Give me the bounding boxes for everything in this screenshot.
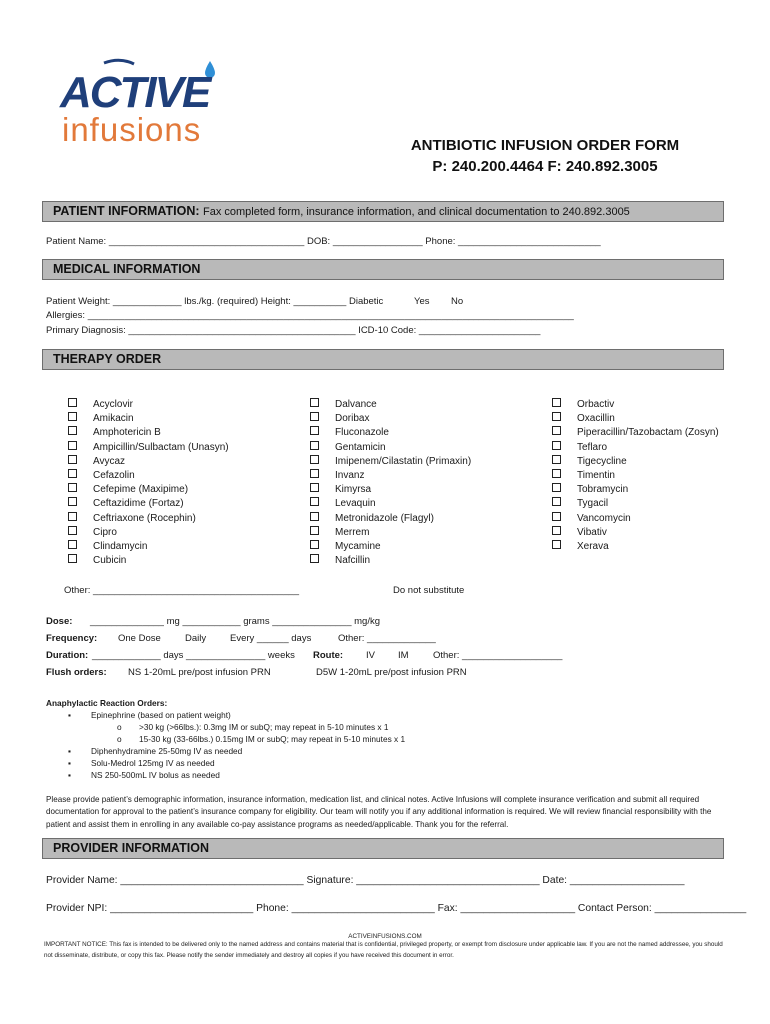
checkbox[interactable] bbox=[68, 512, 77, 521]
therapy-option[interactable] bbox=[552, 497, 719, 511]
checkbox[interactable] bbox=[552, 497, 561, 506]
frequency-label: Frequency: bbox=[46, 633, 98, 644]
diabetic-no-option[interactable]: No bbox=[451, 296, 464, 307]
drug-label: Nafcillin bbox=[335, 555, 371, 567]
therapy-option[interactable] bbox=[552, 483, 719, 497]
drug-label: Ampicillin/Sulbactam (Unasyn) bbox=[93, 441, 229, 453]
duration-line[interactable]: _____________ days _______________ weeks bbox=[92, 650, 295, 661]
checkbox[interactable] bbox=[310, 540, 319, 549]
drug-label: Oxacillin bbox=[577, 413, 615, 425]
therapy-order-header bbox=[42, 349, 724, 370]
therapy-column-2 bbox=[310, 398, 471, 568]
bullet: ▪ bbox=[68, 758, 71, 768]
checkbox[interactable] bbox=[552, 526, 561, 535]
allergies-line[interactable]: Allergies: ____________________________________________________________________________________________ bbox=[46, 310, 574, 321]
do-not-substitute-option[interactable]: Do not substitute bbox=[393, 585, 465, 596]
drug-label: Xerava bbox=[577, 540, 609, 552]
checkbox[interactable] bbox=[310, 426, 319, 435]
sub-bullet: o bbox=[117, 722, 122, 732]
dose-label: Dose: bbox=[46, 616, 73, 627]
therapy-option[interactable] bbox=[68, 398, 229, 412]
checkbox[interactable] bbox=[68, 526, 77, 535]
footer-disclaimer: IMPORTANT NOTICE: This fax is intended to be delivered only to the named address and contains material that is confidential, privileged property, or exempt from disclosure under applicable law. If you are not the named addressee, you should not disseminate, distribute, or copy this fax. Please notify the sender immediately and destroy all copies if you have received this document in error. bbox=[44, 941, 723, 959]
drug-label: Ceftriaxone (Rocephin) bbox=[93, 512, 196, 524]
therapy-option[interactable] bbox=[552, 412, 719, 426]
anaphylactic-heading: Anaphylactic Reaction Orders: bbox=[46, 698, 168, 708]
patient-info-note: Fax completed form, insurance information, and clinical documentation to 240.892.3005 bbox=[203, 206, 630, 218]
therapy-option[interactable] bbox=[68, 412, 229, 426]
checkbox[interactable] bbox=[68, 483, 77, 492]
sub-bullet: o bbox=[117, 734, 122, 744]
drug-label: Doribax bbox=[335, 413, 370, 425]
checkbox[interactable] bbox=[310, 412, 319, 421]
drug-label: Amphotericin B bbox=[93, 427, 161, 439]
patient-info-header bbox=[42, 201, 724, 222]
drug-label: Cefepime (Maxipime) bbox=[93, 484, 189, 496]
drug-label: Tobramycin bbox=[577, 484, 629, 496]
drug-label: Clindamycin bbox=[93, 540, 148, 552]
drug-label: Metronidazole (Flagyl) bbox=[335, 512, 434, 524]
therapy-option[interactable] bbox=[310, 455, 471, 469]
provider-line-1[interactable]: Provider Name: ________________________________ Signature: ________________________________ Date: ____________________ bbox=[46, 875, 685, 886]
drug-label: Gentamicin bbox=[335, 441, 386, 453]
therapy-option[interactable] bbox=[552, 512, 719, 526]
drug-label: Kimyrsa bbox=[335, 484, 372, 496]
bullet: ▪ bbox=[68, 770, 71, 780]
patient-fields-line[interactable]: Patient Name: _____________________________________ DOB: _________________ Phone: ___________________________ bbox=[46, 236, 601, 247]
logo-graphic bbox=[58, 55, 233, 150]
medical-info-header bbox=[42, 259, 724, 280]
checkbox[interactable] bbox=[68, 455, 77, 464]
therapy-option[interactable] bbox=[68, 512, 229, 526]
checkbox[interactable] bbox=[310, 497, 319, 506]
therapy-option[interactable] bbox=[310, 554, 471, 568]
anaphylactic-sub-item: >30 kg (>66lbs.): 0.3mg IM or subQ; may repeat in 5-10 minutes x 1 bbox=[139, 722, 389, 732]
flush-d5w-option[interactable]: D5W 1-20mL pre/post infusion PRN bbox=[316, 667, 467, 678]
anaphylactic-item-diphenhydramine: Diphenhydramine 25-50mg IV as needed bbox=[91, 746, 243, 756]
checkbox[interactable] bbox=[68, 469, 77, 478]
checkbox[interactable] bbox=[552, 483, 561, 492]
therapy-option[interactable] bbox=[552, 441, 719, 455]
drug-label: Dalvance bbox=[335, 399, 377, 410]
therapy-option[interactable] bbox=[68, 483, 229, 497]
referral-notice: Please provide patient’s demographic information, insurance information, medication list, and clinical notes. Active Infusions will complete insurance verification and submit all required documentation for approval to the patient’s insurance company for eligibility. Our team will notify you if any additional information is required. We will review financial responsibility with the patient and assist them in enrolling in any available co-pay assistance programs as needed/applicable. Thank you for the referral. bbox=[46, 795, 712, 829]
route-iv[interactable]: IV bbox=[366, 650, 375, 661]
drug-label: Levaquin bbox=[335, 498, 376, 510]
checkbox[interactable] bbox=[310, 526, 319, 535]
logo-active-text: ACTIVE bbox=[60, 68, 210, 117]
checkbox[interactable] bbox=[310, 455, 319, 464]
form-contact-numbers: P: 240.200.4464 F: 240.892.3005 bbox=[432, 158, 658, 175]
therapy-option[interactable] bbox=[552, 469, 719, 483]
therapy-option[interactable] bbox=[552, 540, 719, 554]
drug-label: Vibativ bbox=[577, 526, 607, 538]
drug-label: Cubicin bbox=[93, 555, 127, 567]
therapy-option[interactable] bbox=[310, 469, 471, 483]
therapy-option[interactable] bbox=[310, 497, 471, 511]
flush-orders-label: Flush orders: bbox=[46, 667, 107, 678]
duration-label: Duration: bbox=[46, 650, 89, 661]
checkbox[interactable] bbox=[68, 426, 77, 435]
drug-label: Merrem bbox=[335, 526, 370, 538]
therapy-column-1 bbox=[68, 398, 229, 568]
checkbox[interactable] bbox=[310, 483, 319, 492]
drug-label: Fluconazole bbox=[335, 427, 389, 439]
frequency-every[interactable]: Every ______ days bbox=[230, 633, 312, 644]
checkbox[interactable] bbox=[68, 398, 77, 407]
therapy-option[interactable] bbox=[552, 398, 719, 412]
therapy-order-title: THERAPY ORDER bbox=[53, 352, 162, 366]
anaphylactic-item-ns-bolus: NS 250-500mL IV bolus as needed bbox=[91, 770, 220, 780]
drug-label: Tigecycline bbox=[577, 455, 627, 467]
checkbox[interactable] bbox=[552, 469, 561, 478]
drug-label: Teflaro bbox=[577, 441, 608, 453]
bullet: ▪ bbox=[68, 710, 71, 720]
company-logo bbox=[58, 55, 233, 150]
frequency-one-dose[interactable]: One Dose bbox=[118, 633, 161, 644]
drug-label: Invanz bbox=[335, 469, 365, 481]
drug-label: Cipro bbox=[93, 526, 117, 538]
checkbox[interactable] bbox=[68, 412, 77, 421]
drug-label: Amikacin bbox=[93, 413, 134, 425]
drug-label: Ceftazidime (Fortaz) bbox=[93, 498, 184, 510]
checkbox[interactable] bbox=[310, 441, 319, 450]
therapy-option[interactable] bbox=[68, 526, 229, 540]
flush-ns-option[interactable]: NS 1-20mL pre/post infusion PRN bbox=[128, 667, 271, 678]
route-label: Route: bbox=[313, 650, 344, 661]
provider-line-2[interactable]: Provider NPI: _________________________ Phone: _________________________ Fax: ____________________ Contact Person: ________________ bbox=[46, 903, 747, 914]
checkbox[interactable] bbox=[68, 540, 77, 549]
route-other[interactable]: Other: ___________________ bbox=[433, 650, 563, 661]
checkbox[interactable] bbox=[68, 497, 77, 506]
anaphylactic-item-solumedrol: Solu-Medrol 125mg IV as needed bbox=[91, 758, 215, 768]
weight-height-line[interactable]: Patient Weight: _____________ lbs./kg. (required) Height: __________ Diabetic bbox=[46, 296, 384, 307]
therapy-option[interactable] bbox=[310, 441, 471, 455]
therapy-option[interactable] bbox=[552, 426, 719, 440]
drug-label: Avycaz bbox=[93, 455, 126, 467]
form-title bbox=[400, 135, 690, 177]
therapy-column-3 bbox=[552, 398, 719, 554]
therapy-option[interactable] bbox=[310, 512, 471, 526]
drug-label: Timentin bbox=[577, 469, 615, 481]
therapy-option[interactable] bbox=[552, 455, 719, 469]
dose-line[interactable]: ______________ mg ___________ grams _______________ mg/kg bbox=[90, 616, 380, 627]
other-therapy-line[interactable]: Other: _______________________________________ bbox=[64, 585, 300, 596]
form-title-text: ANTIBIOTIC INFUSION ORDER FORM bbox=[410, 137, 680, 154]
drug-label: Mycamine bbox=[335, 540, 381, 552]
therapy-option[interactable] bbox=[552, 526, 719, 540]
drug-label: Imipenem/Cilastatin (Primaxin) bbox=[335, 455, 472, 467]
therapy-option[interactable] bbox=[310, 540, 471, 554]
frequency-daily[interactable]: Daily bbox=[185, 633, 207, 644]
drug-label: Vancomycin bbox=[577, 512, 631, 524]
logo-infusions-text: infusions bbox=[62, 111, 202, 148]
checkbox[interactable] bbox=[310, 469, 319, 478]
therapy-option[interactable] bbox=[68, 426, 229, 440]
drug-label: Acyclovir bbox=[93, 399, 134, 410]
drug-label: Orbactiv bbox=[577, 399, 615, 410]
checkbox[interactable] bbox=[552, 426, 561, 435]
therapy-option[interactable] bbox=[68, 455, 229, 469]
checkbox[interactable] bbox=[552, 441, 561, 450]
therapy-option[interactable] bbox=[68, 441, 229, 455]
therapy-option[interactable] bbox=[68, 497, 229, 511]
checkbox[interactable] bbox=[68, 441, 77, 450]
medical-info-title: MEDICAL INFORMATION bbox=[53, 262, 201, 276]
checkbox[interactable] bbox=[310, 512, 319, 521]
checkbox[interactable] bbox=[310, 554, 319, 563]
therapy-option[interactable] bbox=[310, 526, 471, 540]
therapy-option[interactable] bbox=[310, 398, 471, 412]
route-im[interactable]: IM bbox=[398, 650, 409, 661]
frequency-other[interactable]: Other: _____________ bbox=[338, 633, 436, 644]
checkbox[interactable] bbox=[552, 398, 561, 407]
checkbox[interactable] bbox=[552, 540, 561, 549]
drug-label: Tygacil bbox=[577, 498, 609, 510]
anaphylactic-item-epinephrine: Epinephrine (based on patient weight) bbox=[91, 710, 231, 720]
therapy-option[interactable] bbox=[310, 426, 471, 440]
therapy-option[interactable] bbox=[310, 483, 471, 497]
checkbox[interactable] bbox=[310, 398, 319, 407]
checkbox[interactable] bbox=[552, 512, 561, 521]
footer-website: ACTIVEINFUSIONS.COM bbox=[348, 933, 422, 940]
drug-label: Piperacillin/Tazobactam (Zosyn) bbox=[577, 427, 719, 439]
therapy-option[interactable] bbox=[68, 554, 229, 568]
checkbox[interactable] bbox=[68, 554, 77, 563]
diabetic-yes-option[interactable]: Yes bbox=[414, 296, 430, 307]
bullet: ▪ bbox=[68, 746, 71, 756]
checkbox[interactable] bbox=[552, 412, 561, 421]
diagnosis-line[interactable]: Primary Diagnosis: ___________________________________________ ICD-10 Code: _______________________ bbox=[46, 325, 541, 336]
drug-label: Cefazolin bbox=[93, 469, 135, 481]
therapy-option[interactable] bbox=[68, 540, 229, 554]
provider-info-title: PROVIDER INFORMATION bbox=[53, 841, 210, 855]
provider-info-header bbox=[42, 838, 724, 859]
therapy-option[interactable] bbox=[310, 412, 471, 426]
checkbox[interactable] bbox=[552, 455, 561, 464]
patient-info-title: PATIENT INFORMATION: bbox=[53, 204, 200, 218]
therapy-option[interactable] bbox=[68, 469, 229, 483]
anaphylactic-sub-item: 15-30 kg (33-66lbs.) 0.15mg IM or subQ; may repeat in 5-10 minutes x 1 bbox=[139, 734, 406, 744]
